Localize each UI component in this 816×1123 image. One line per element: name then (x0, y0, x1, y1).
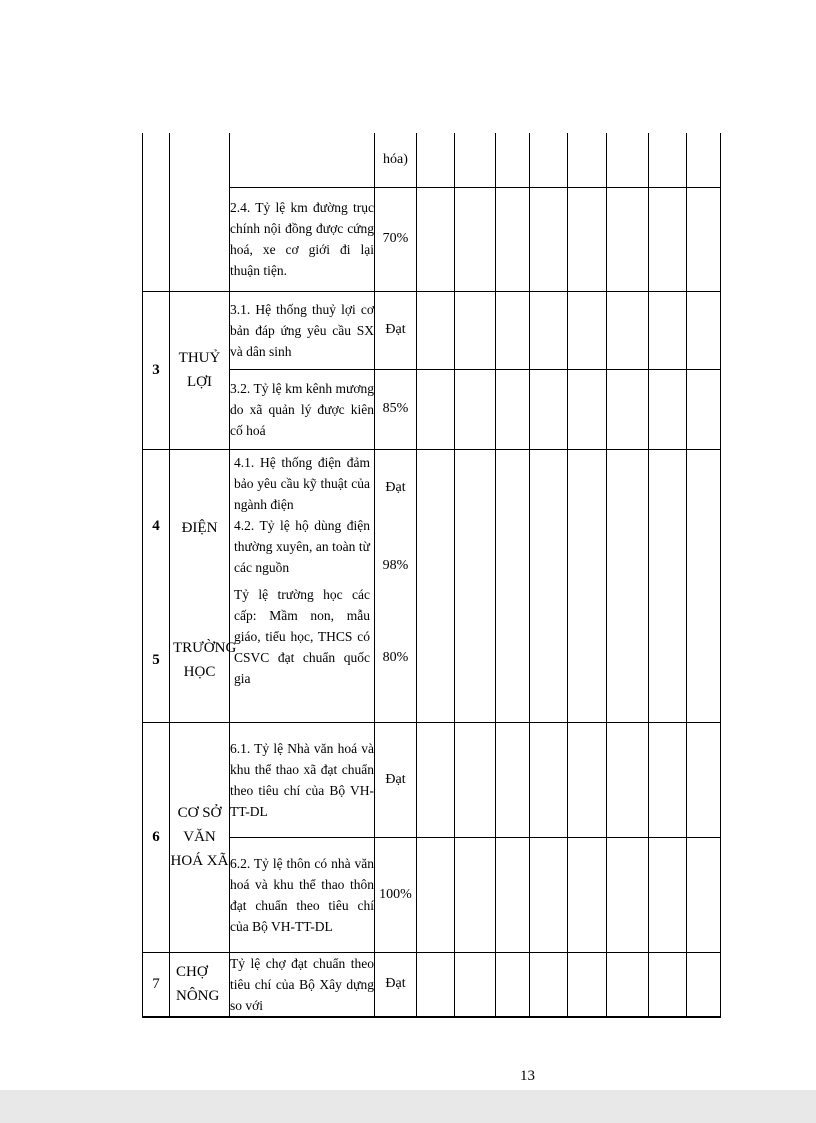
indicator-target: 100% (375, 837, 417, 952)
indicator-description: Tỷ lệ trường học các cấp: Mầm non, mẫu giáo, tiểu học, THCS có CSVC đạt chuẩn quốc gia (234, 586, 370, 686)
criterion-number: 5 (152, 651, 160, 668)
criterion-name: CHỢ NÔNG (170, 952, 230, 1017)
indicator-target: Đạt (375, 952, 417, 1017)
criterion-number-cell (143, 449, 170, 722)
indicator-target: 98% (382, 557, 409, 573)
indicator-description: 6.2. Tỷ lệ thôn có nhà văn hoá và khu thể thao thôn đạt chuẩn theo tiêu chí của Bộ VH-TT-DL (230, 837, 375, 952)
criterion-name-cell (170, 133, 230, 291)
table-row (143, 722, 721, 837)
page-bottom-band (0, 1090, 816, 1123)
table-row (143, 133, 721, 187)
indicator-description: 4.2. Tỷ lệ hộ dùng điện thường xuyên, an toàn từ các nguồn (234, 517, 370, 575)
indicator-description: 4.1. Hệ thống điện đảm bảo yêu cầu kỹ thuật của ngành điện (234, 454, 370, 512)
table-row (143, 952, 721, 1017)
page-number: 13 (520, 1068, 535, 1084)
table-row (143, 369, 721, 449)
table-row (143, 837, 721, 952)
indicator-description: 3.2. Tỷ lệ km kênh mương do xã quản lý được kiên cố hoá (230, 369, 375, 449)
criterion-name-cell (170, 449, 237, 722)
indicator-description (230, 133, 375, 187)
criterion-name: TRƯỜNG HỌC (173, 639, 237, 680)
criterion-number: 3 (143, 291, 170, 449)
criterion-number: 4 (152, 517, 160, 534)
table-row (143, 291, 721, 369)
table-row (143, 187, 721, 291)
indicator-target: Đạt (375, 722, 417, 837)
criterion-number-cell (143, 133, 170, 291)
criteria-table (142, 133, 721, 1018)
criterion-number: 6 (143, 722, 170, 952)
indicator-target: 80% (382, 649, 409, 665)
criterion-name: CƠ SỞ VĂN HOÁ XÃ (170, 722, 230, 952)
indicator-target: 85% (375, 369, 417, 449)
indicator-description-cell (230, 449, 375, 722)
indicator-description: Tỷ lệ chợ đạt chuẩn theo tiêu chí của Bộ Xây dựng so với (230, 952, 375, 1017)
indicator-description: 2.4. Tỷ lệ km đường trục chính nội đồng được cứng hoá, xe cơ giới đi lại thuận tiện. (230, 187, 375, 291)
indicator-target-cell (375, 449, 417, 722)
indicator-target: hóa) (375, 133, 417, 187)
indicator-target: 70% (375, 187, 417, 291)
criterion-number: 7 (143, 952, 170, 1017)
indicator-target: Đạt (375, 291, 417, 369)
criterion-name: ĐIỆN (181, 519, 218, 536)
indicator-description: 3.1. Hệ thống thuỷ lợi cơ bản đáp ứng yêu cầu SX và dân sinh (230, 291, 375, 369)
indicator-description: 6.1. Tỷ lệ Nhà văn hoá và khu thể thao xã đạt chuẩn theo tiêu chí của Bộ VH-TT-DL (230, 722, 375, 837)
table-row (143, 449, 721, 722)
criterion-name: THUỶ LỢI (170, 291, 230, 449)
indicator-target: Đạt (385, 479, 406, 495)
